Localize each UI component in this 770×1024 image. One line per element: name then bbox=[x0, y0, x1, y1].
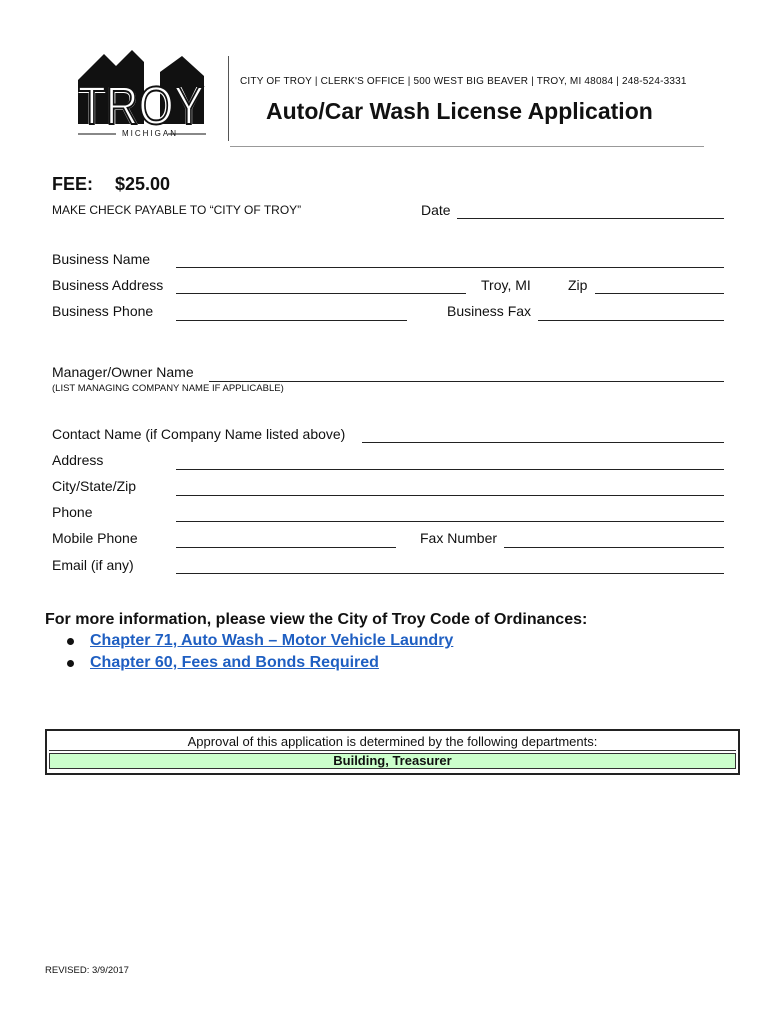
business-zip-label: Zip bbox=[568, 277, 588, 293]
date-label: Date bbox=[421, 202, 451, 218]
contact-city-field[interactable] bbox=[176, 495, 724, 496]
bullet-icon bbox=[67, 660, 74, 667]
contact-email-label: Email (if any) bbox=[52, 557, 134, 573]
svg-text:TROY: TROY bbox=[78, 76, 204, 136]
contact-fax-field[interactable] bbox=[504, 547, 724, 548]
contact-phone-label: Phone bbox=[52, 504, 93, 520]
contact-address-label: Address bbox=[52, 452, 104, 468]
chapter-71-link[interactable]: Chapter 71, Auto Wash – Motor Vehicle Laundry bbox=[90, 632, 454, 649]
date-field[interactable] bbox=[457, 218, 724, 219]
approval-departments: Building, Treasurer bbox=[49, 753, 736, 769]
contact-fax-label: Fax Number bbox=[420, 530, 498, 546]
business-phone-field[interactable] bbox=[176, 320, 407, 321]
fee-amount: $25.00 bbox=[115, 174, 171, 194]
business-zip-field[interactable] bbox=[595, 293, 724, 294]
manager-name-label: Manager/Owner Name bbox=[52, 364, 194, 380]
contact-mobile-label: Mobile Phone bbox=[52, 530, 138, 546]
bullet-icon bbox=[67, 638, 74, 645]
payable-note: MAKE CHECK PAYABLE TO “CITY OF TROY” bbox=[52, 203, 302, 217]
contact-name-field[interactable] bbox=[362, 442, 724, 443]
business-phone-label: Business Phone bbox=[52, 303, 154, 319]
header-divider bbox=[228, 56, 229, 141]
business-fax-field[interactable] bbox=[538, 320, 724, 321]
revised-date: REVISED: 3/9/2017 bbox=[45, 965, 129, 976]
business-fax-label: Business Fax bbox=[447, 303, 532, 319]
approval-box bbox=[45, 729, 740, 775]
contact-city-label: City/State/Zip bbox=[52, 478, 137, 494]
contact-mobile-field[interactable] bbox=[176, 547, 396, 548]
svg-text:TROY: TROY bbox=[78, 76, 204, 136]
troy-logo bbox=[76, 50, 208, 142]
business-name-field[interactable] bbox=[176, 267, 724, 268]
logo-subtitle: MICHIGAN bbox=[122, 129, 178, 138]
chapter-60-link[interactable]: Chapter 60, Fees and Bonds Required bbox=[90, 654, 379, 671]
business-address-label: Business Address bbox=[52, 277, 164, 293]
header-rule bbox=[230, 146, 704, 147]
contact-phone-field[interactable] bbox=[176, 521, 724, 522]
page-title: Auto/Car Wash License Application bbox=[266, 98, 653, 124]
manager-name-field[interactable] bbox=[209, 381, 724, 382]
manager-note: (LIST MANAGING COMPANY NAME IF APPLICABLE) bbox=[52, 383, 284, 394]
approval-text: Approval of this application is determined by the following departments: bbox=[49, 733, 736, 751]
business-address-field[interactable] bbox=[176, 293, 466, 294]
fee-label: FEE: bbox=[52, 174, 94, 194]
contact-address-field[interactable] bbox=[176, 469, 724, 470]
contact-name-label: Contact Name (if Company Name listed above) bbox=[52, 426, 346, 442]
more-info-heading: For more information, please view the City of Troy Code of Ordinances: bbox=[45, 611, 588, 628]
business-name-label: Business Name bbox=[52, 251, 151, 267]
contact-email-field[interactable] bbox=[176, 573, 724, 574]
header-contact-info: CITY OF TROY | CLERK'S OFFICE | 500 WEST BIG BEAVER | TROY, MI 48084 | 248-524-3331 bbox=[240, 76, 687, 87]
business-city-label: Troy, MI bbox=[481, 277, 531, 293]
